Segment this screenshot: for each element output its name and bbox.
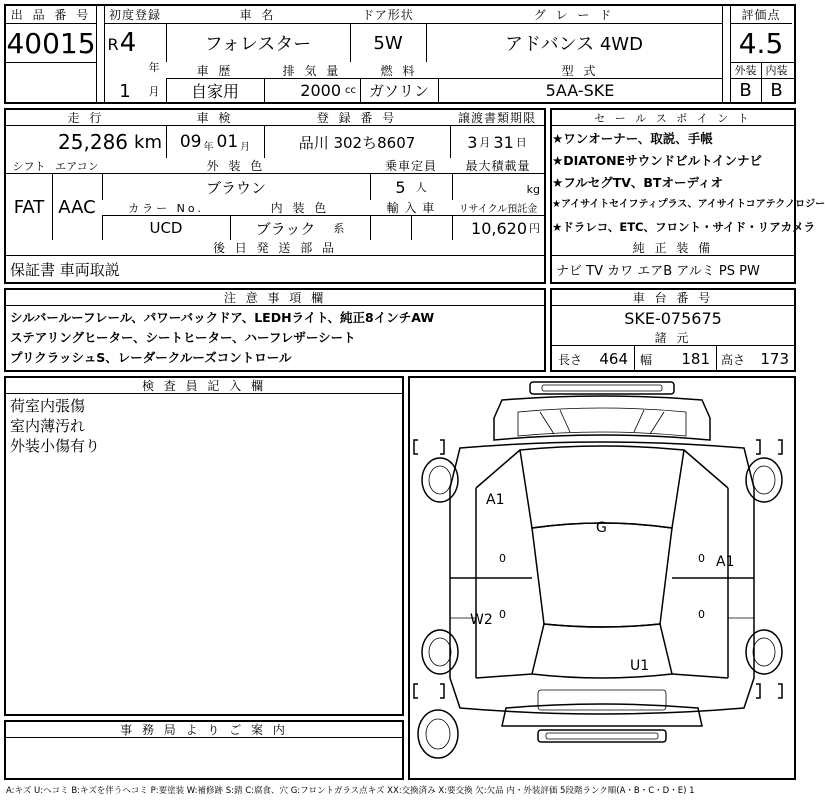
transfer-day-unit: 日 bbox=[515, 136, 527, 149]
import-label: 輸 入 車 bbox=[370, 200, 452, 216]
shift-label: シフト bbox=[6, 158, 52, 174]
first-reg-year: 4 bbox=[119, 28, 137, 58]
ext-grade: B bbox=[739, 79, 752, 101]
inspection-month-unit: 月 bbox=[240, 141, 251, 153]
int-color-unit: 系 bbox=[333, 222, 345, 235]
ext-color: ブラウン bbox=[205, 178, 266, 197]
later-parts-label: 後 日 発 送 部 品 bbox=[6, 240, 544, 256]
sales-point: ★DIATONEサウンドビルトインナビ bbox=[552, 153, 762, 168]
inspection-label: 車 検 bbox=[166, 110, 264, 126]
transfer-label: 譲渡書類期限 bbox=[450, 110, 544, 126]
month-unit: 月 bbox=[148, 85, 160, 98]
int-color-cell bbox=[230, 216, 370, 240]
displacement-label: 排 気 量 bbox=[264, 62, 360, 78]
int-color-label: 内 装 色 bbox=[230, 200, 370, 216]
inspector-line: 室内薄汚れ bbox=[10, 417, 86, 435]
sales-point: ★ドラレコ、ETC、フロント・サイド・リアカメラ bbox=[552, 220, 816, 234]
length: 464 bbox=[599, 350, 628, 368]
car-name: フォレスター bbox=[204, 34, 312, 55]
ext-label: 外装 bbox=[734, 64, 757, 77]
recycle-label: リサイクル預託金 bbox=[452, 200, 544, 216]
lot-number-label: 出 品 番 号 bbox=[6, 6, 96, 24]
history: 自家用 bbox=[190, 81, 239, 101]
max-load-label: 最大積載量 bbox=[452, 158, 544, 174]
width-label: 幅 bbox=[640, 352, 653, 367]
ac-label: エアコン bbox=[52, 158, 102, 174]
int-grade: B bbox=[770, 79, 783, 101]
grade: アドバンス 4WD bbox=[505, 34, 643, 55]
door-type: 5W bbox=[373, 32, 403, 54]
mileage-cell bbox=[6, 126, 166, 158]
height-label: 高さ bbox=[721, 352, 746, 367]
capacity-unit: 人 bbox=[415, 181, 427, 194]
mark-zero: 0 bbox=[499, 608, 506, 621]
color-no-label: カラー No. bbox=[102, 200, 230, 216]
reg-no-label: 登 録 番 号 bbox=[264, 110, 450, 126]
displacement: 2000 bbox=[300, 80, 341, 100]
model-label: 型 式 bbox=[438, 62, 722, 78]
transfer-month-unit: 月 bbox=[479, 136, 491, 149]
mark-g: G bbox=[596, 520, 607, 536]
mark-zero: 0 bbox=[499, 552, 506, 565]
displacement-cell bbox=[264, 78, 360, 102]
mark-u1: U1 bbox=[630, 658, 650, 674]
note-line: シルバールーフレール、パワーバックドア、LEDHライト、純正8インチAW bbox=[10, 310, 435, 325]
inspector-line: 外装小傷有り bbox=[10, 437, 101, 455]
inspection-year-unit: 年 bbox=[203, 141, 214, 153]
max-load-unit: kg bbox=[526, 182, 540, 196]
inspection-cell bbox=[166, 126, 264, 158]
notes-label: 注 意 事 項 欄 bbox=[6, 290, 544, 306]
era: R bbox=[107, 34, 119, 54]
shift: FAT bbox=[13, 196, 45, 218]
note-line: プリクラッシュS、レーダークルーズコントロール bbox=[10, 350, 292, 365]
length-label: 長さ bbox=[558, 352, 583, 367]
width-cell bbox=[634, 348, 716, 370]
sales-points-list bbox=[552, 128, 825, 240]
inspector-notes bbox=[10, 396, 400, 456]
length-cell bbox=[552, 348, 634, 370]
grade-label: グ レ ー ド bbox=[426, 6, 722, 24]
ac: AAC bbox=[58, 196, 96, 218]
color-no: UCD bbox=[149, 219, 183, 237]
transfer-month: 3 bbox=[467, 132, 478, 152]
capacity: 5 bbox=[395, 177, 406, 197]
inspector-label: 検 査 員 記 入 欄 bbox=[6, 378, 402, 394]
equipment-label: 純 正 装 備 bbox=[552, 240, 794, 256]
lot-number: 40015 bbox=[6, 26, 96, 60]
car-name-label: 車 名 bbox=[166, 6, 350, 24]
history-label: 車 歴 bbox=[166, 62, 264, 78]
mark-w2: W2 bbox=[470, 612, 493, 628]
int-label: 内装 bbox=[765, 64, 788, 77]
mark-zero: 0 bbox=[698, 608, 705, 621]
fuel: ガソリン bbox=[368, 81, 429, 100]
displacement-unit: cc bbox=[345, 84, 356, 96]
year-unit: 年 bbox=[148, 61, 160, 74]
chassis-number: SKE-075675 bbox=[624, 308, 722, 328]
door-label: ドア形状 bbox=[350, 6, 426, 24]
recycle: 10,620 bbox=[471, 218, 527, 238]
sales-point: ★ワンオーナー、取説、手帳 bbox=[552, 131, 713, 146]
sales-point: ★フルセグTV、BTオーディオ bbox=[552, 175, 723, 190]
inspection-year: 09 bbox=[179, 132, 202, 152]
width: 181 bbox=[681, 350, 710, 368]
fuel-label: 燃 料 bbox=[360, 62, 438, 78]
height: 173 bbox=[760, 350, 789, 368]
capacity-label: 乗車定員 bbox=[370, 158, 452, 174]
mark-a1-right: A1 bbox=[716, 554, 735, 570]
mileage-unit: km bbox=[134, 131, 162, 153]
first-reg-month: 1 bbox=[119, 80, 131, 102]
score-label: 評価点 bbox=[730, 6, 792, 24]
transfer-day: 31 bbox=[493, 132, 514, 152]
sales-points-label: セ ー ル ス ポ イ ン ト bbox=[552, 110, 794, 126]
car-damage-diagram bbox=[410, 378, 794, 778]
int-color: ブラック bbox=[255, 219, 316, 238]
recycle-cell bbox=[452, 216, 544, 240]
sales-point: ★アイサイトセイフティプラス、アイサイトコアテクノロジー bbox=[552, 199, 825, 210]
score: 4.5 bbox=[738, 26, 784, 60]
first-reg-label: 初度登録 bbox=[104, 6, 166, 24]
mileage: 25,286 bbox=[58, 130, 129, 154]
chassis-label: 車 台 番 号 bbox=[552, 290, 794, 306]
dims-label: 諸 元 bbox=[552, 330, 794, 346]
notes-list bbox=[6, 308, 544, 370]
transfer-cell bbox=[450, 126, 544, 158]
mark-a1-left: A1 bbox=[486, 492, 505, 508]
note-line: ステアリングヒーター、シートヒーター、ハーフレザーシート bbox=[10, 330, 356, 345]
legend: A:キズ U:ヘコミ B:キズを伴うヘコミ P:要塗装 W:補修跡 S:錆 C:腐食、穴 G:フロントガラス点キズ XX:交換済み X:要交換 欠:欠品 内・外装評価 5段階ランク順(A・B・C・D・E) 1 bbox=[6, 786, 695, 796]
inspection-month: 01 bbox=[216, 132, 239, 152]
mark-zero: 0 bbox=[698, 552, 705, 565]
ext-color-label: 外 装 色 bbox=[102, 158, 370, 174]
model: 5AA-SKE bbox=[545, 80, 615, 100]
mileage-label: 走 行 bbox=[6, 110, 166, 126]
office-label: 事 務 局 よ り ご 案 内 bbox=[6, 722, 402, 738]
equipment: ナビ TV カワ エアB アルミ PS PW bbox=[556, 263, 760, 279]
reg-no: 品川 302ち8607 bbox=[298, 133, 416, 152]
inspector-line: 荷室内張傷 bbox=[10, 397, 86, 415]
recycle-unit: 円 bbox=[529, 222, 540, 235]
height-cell bbox=[716, 348, 794, 370]
later-parts: 保証書 車両取説 bbox=[10, 260, 120, 279]
capacity-cell bbox=[370, 174, 452, 200]
